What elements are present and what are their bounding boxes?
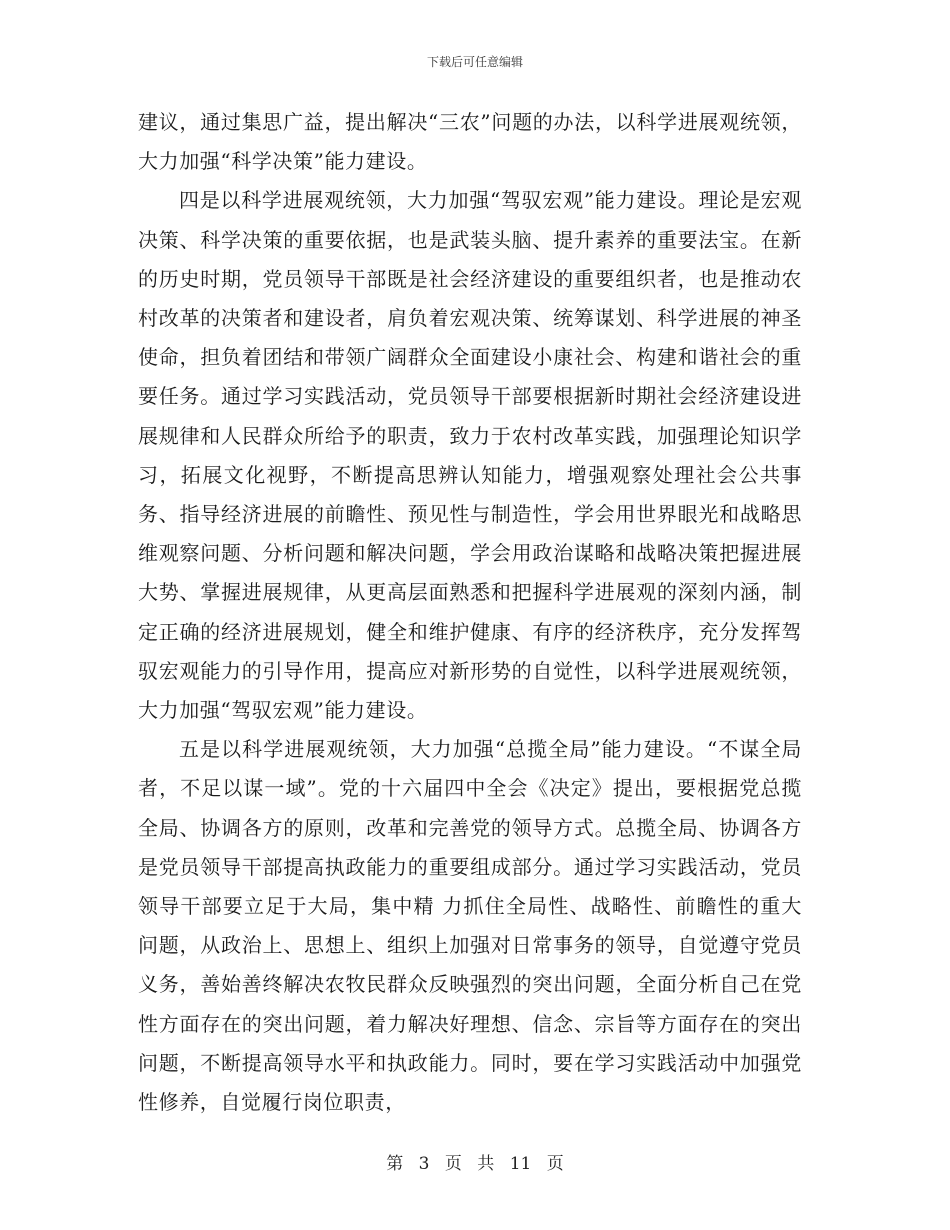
paragraph-point-four: 四是以科学进展观统领，大力加强“驾驭宏观”能力建设。理论是宏观决策、科学决策的重要依据，也是武装头脑、提升素养的重要法宝。在新的历史时期，党员领导干部既是社会经济建设的重要组织者，也是推动农村改革的决策者和建设者，肩负着宏观决策、统筹谋划、科学进展的神圣使命，担负着团结和带领广阔群众全面建设小康社会、构建和谐社会的重要任务。通过学习实践活动，党员领导干部要根据新时期社会经济建设进展规律和人民群众所给予的职责，致力于农村改革实践，加强理论知识学习，拓展文化视野，不断提高思辨认知能力，增强观察处理社会公共事务、指导经济进展的前瞻性、预见性与制造性，学会用世界眼光和战略思维观察问题、分析问题和解决问题，学会用政治谋略和战略决策把握进展大势、掌握进展规律，从更高层面熟悉和把握科学进展观的深刻内涵，制定正确的经济进展规划，健全和维护健康、有序的经济秩序，充分发挥驾驭宏观能力的引导作用，提高应对新形势的自觉性，以科学进展观统领，大力加强“驾驭宏观”能力建设。 <box>138 188 802 723</box>
footer-prefix: 第 <box>386 1154 404 1174</box>
footer-total-pages: 11 <box>509 1154 532 1174</box>
page-header <box>0 53 950 70</box>
paragraph-continuation: 建议，通过集思广益，提出解决“三农”问题的办法，以科学进展观统领，大力加强“科学决策”能力建设。 <box>138 110 802 174</box>
header-text: 下载后可任意编辑 <box>426 55 523 69</box>
paragraph-point-five: 五是以科学进展观统领，大力加强“总揽全局”能力建设。“不谋全局者，不足以谋一域”。党的十六届四中全会《决定》提出，要根据党总揽全局、协调各方的原则，改革和完善党的领导方式。总揽全局、协调各方是党员领导干部提高执政能力的重要组成部分。通过学习实践活动，党员领导干部要立足于大局，集中精 力抓住全局性、战略性、前瞻性的重大问题，从政治上、思想上、组织上加强对日常事务的领导，自觉遵守党员义务，善始善终解决农牧民群众反映强烈的突出问题，全面分析自己在党性方面存在的突出问题，着力解决好理想、信念、宗旨等方面存在的突出问题，不断提高领导水平和执政能力。同时，要在学习实践活动中加强党性修养，自觉履行岗位职责， <box>138 737 802 1115</box>
footer-current-page: 3 <box>418 1154 430 1174</box>
footer-total-word: 共 <box>477 1154 495 1174</box>
footer-suffix: 页 <box>546 1154 564 1174</box>
footer-page-word: 页 <box>444 1154 462 1174</box>
document-body <box>138 103 802 1122</box>
page-footer <box>0 1149 950 1174</box>
